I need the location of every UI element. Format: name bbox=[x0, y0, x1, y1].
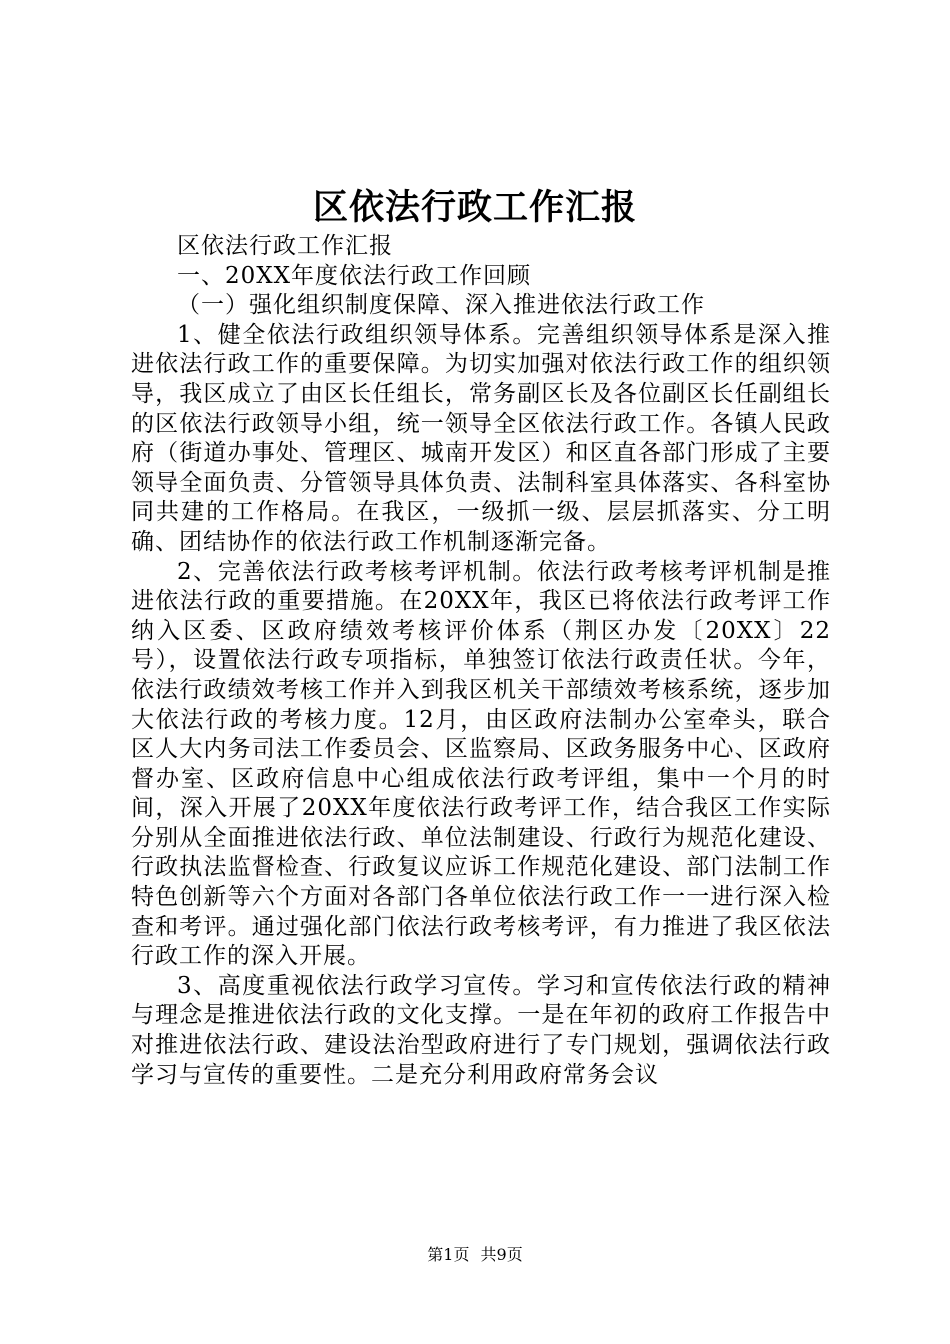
page-number: 第1页 bbox=[427, 1245, 470, 1264]
paragraph-section-heading: 一、20XX年度依法行政工作回顾 bbox=[177, 262, 532, 289]
paragraph-subtitle: 区依法行政工作汇报 bbox=[177, 233, 393, 259]
paragraph-item-2: 2、完善依法行政考核考评机制。依法行政考核考评机制是推进依法行政的重要措施。在20XX年，我区已将依法行政考评工作纳入区委、区政府绩效考核评价体系（荆区办发〔20XX〕22号），设置依法行政专项指标，单独签订依法行政责任状。今年，依法行政绩效考核工作并入到我区机关干部绩效考核系统，逐步加大依法行政的考核力度。12月，由区政府法制办公室牵头，联合区人大内务司法工作委员会、区监察局、区政务服务中心、区政府督办室、区政府信息中心组成依法行政考评组，集中一个月的时间，深入开展了20XX年度依法行政考评工作，结合我区工作实际分别从全面推进依法行政、单位法制建设、行政行为规范化建设、行政执法监督检查、行政复议应诉工作规范化建设、部门法制工作特色创新等六个方面对各部门各单位依法行政工作一一进行深入检查和考评。通过强化部门依法行政考核考评，有力推进了我区依法行政工作的深入开展。 bbox=[131, 558, 831, 970]
paragraph-item-1: 1、健全依法行政组织领导体系。完善组织领导体系是深入推进依法行政工作的重要保障。为切实加强对依法行政工作的组织领导，我区成立了由区长任组长，常务副区长及各位副区长任副组长的区依法行政领导小组，统一领导全区依法行政工作。各镇人民政府（街道办事处、管理区、城南开发区）和区直各部门形成了主要领导全面负责、分管领导具体负责、法制科室具体落实、各科室协同共建的工作格局。在我区，一级抓一级、层层抓落实、分工明确、团结协作的依法行政工作机制逐渐完备。 bbox=[131, 321, 831, 555]
page-total: 共9页 bbox=[480, 1245, 523, 1264]
paragraph-subsection-heading: （一）强化组织制度保障、深入推进依法行政工作 bbox=[177, 292, 705, 319]
page-footer bbox=[0, 1244, 950, 1266]
document-body bbox=[131, 232, 831, 1090]
document-title: 区依法行政工作汇报 bbox=[312, 187, 637, 228]
paragraph-item-3: 3、高度重视依法行政学习宣传。学习和宣传依法行政的精神与理念是推进依法行政的文化支撑。一是在年初的政府工作报告中对推进依法行政、建设法治型政府进行了专门规划，强调依法行政学习与宣传的重要性。二是充分利用政府常务会议 bbox=[131, 972, 831, 1088]
